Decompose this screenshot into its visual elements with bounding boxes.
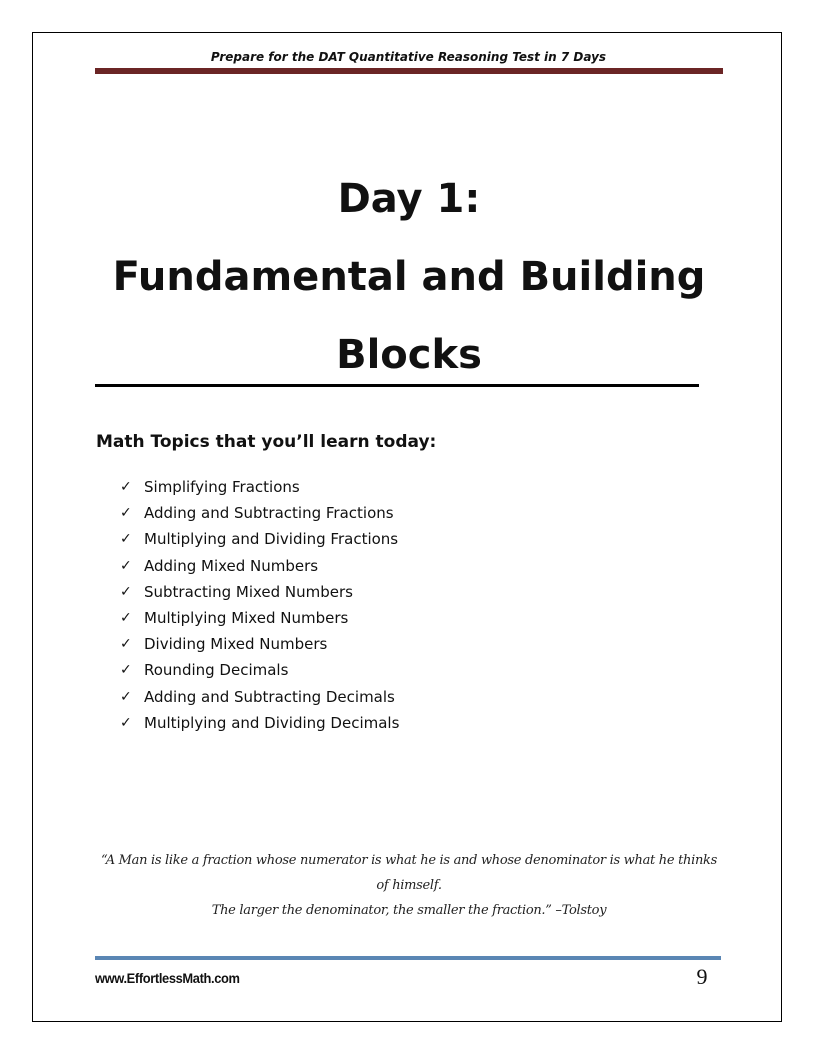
- checkmark-icon: ✓: [120, 531, 132, 548]
- chapter-title-line-2: Fundamental and Building: [112, 254, 706, 300]
- list-item: [120, 474, 399, 500]
- checkmark-icon: ✓: [120, 479, 132, 496]
- topic-label: Multiplying and Dividing Decimals: [144, 713, 400, 732]
- page-number: 9: [696, 964, 708, 989]
- checkmark-icon: ✓: [120, 557, 132, 574]
- checkmark-icon: ✓: [120, 505, 132, 522]
- quote-line-1: “A Man is like a fraction whose numerator is what he is and whose denominator is what he thinks of himself.: [101, 853, 717, 893]
- checkmark-icon: ✓: [120, 714, 132, 731]
- topic-label: Simplifying Fractions: [144, 478, 300, 497]
- running-header: Prepare for the DAT Quantitative Reasoning Test in 7 Days: [210, 50, 607, 64]
- topics-heading: Math Topics that you’ll learn today:: [96, 432, 437, 452]
- list-item: [120, 579, 399, 605]
- topic-label: Adding and Subtracting Fractions: [144, 504, 394, 523]
- header-rule: [95, 68, 723, 74]
- topic-label: Multiplying Mixed Numbers: [144, 609, 349, 628]
- list-item: [120, 657, 399, 683]
- tolstoy-quote: [95, 848, 723, 923]
- checkmark-icon: ✓: [120, 662, 132, 679]
- topic-label: Dividing Mixed Numbers: [144, 635, 328, 654]
- topic-label: Adding Mixed Numbers: [144, 556, 319, 575]
- list-item: [120, 710, 399, 736]
- chapter-title: [95, 160, 723, 394]
- list-item: [120, 500, 399, 526]
- footer-website: www.EffortlessMath.com: [95, 970, 240, 986]
- checkmark-icon: ✓: [120, 610, 132, 627]
- topic-label: Adding and Subtracting Decimals: [144, 687, 395, 706]
- title-rule: [95, 384, 699, 387]
- topic-label: Rounding Decimals: [144, 661, 289, 680]
- checkmark-icon: ✓: [120, 583, 132, 600]
- list-item: [120, 605, 399, 631]
- checkmark-icon: ✓: [120, 688, 132, 705]
- list-item: [120, 526, 399, 552]
- checkmark-icon: ✓: [120, 636, 132, 653]
- topics-list: [120, 474, 399, 736]
- topic-label: Subtracting Mixed Numbers: [144, 582, 353, 601]
- chapter-title-line-1: Day 1:: [337, 176, 481, 222]
- list-item: [120, 684, 399, 710]
- quote-line-2: The larger the denominator, the smaller the fraction.” –Tolstoy: [211, 903, 607, 918]
- chapter-title-line-3: Blocks: [336, 332, 482, 378]
- list-item: [120, 631, 399, 657]
- footer-rule: [95, 956, 721, 960]
- topic-label: Multiplying and Dividing Fractions: [144, 530, 399, 549]
- list-item: [120, 553, 399, 579]
